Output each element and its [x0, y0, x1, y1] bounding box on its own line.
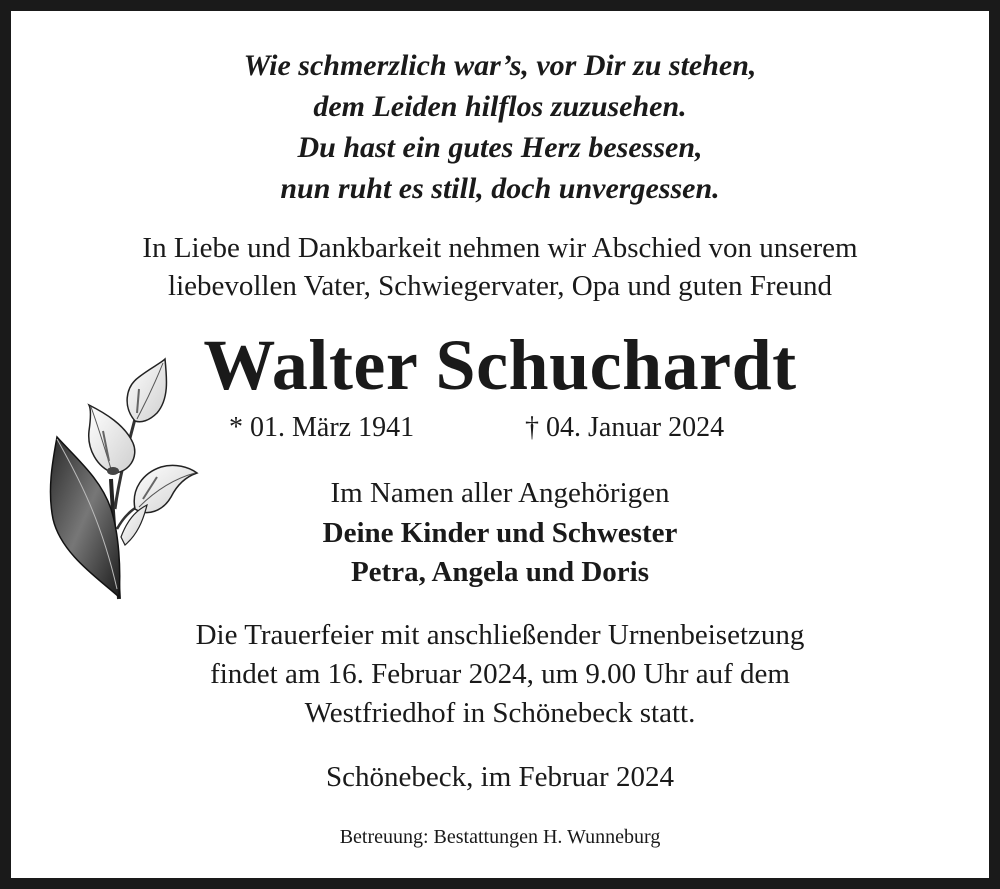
funeral-service-credit: Betreuung: Bestattungen H. Wunneburg	[339, 826, 661, 848]
funeral-line-1: Die Trauerfeier mit anschließender Urnenbeisetzung	[195, 619, 805, 651]
family-line-3: Petra, Angela und Doris	[350, 556, 650, 588]
place-date: Schönebeck, im Februar 2024	[326, 761, 674, 793]
poem-line-2: dem Leiden hilflos zuzusehen.	[313, 90, 687, 123]
poem-line-4: nun ruht es still, doch unvergessen.	[280, 172, 720, 205]
intro-line-1: In Liebe und Dankbarkeit nehmen wir Abschied von unserem	[142, 232, 858, 264]
birth-date: * 01. März 1941	[229, 412, 415, 443]
death-date: † 04. Januar 2024	[525, 412, 725, 443]
poem-line-1: Wie schmerzlich war’s, vor Dir zu stehen,	[243, 49, 757, 82]
calla-lily-icon	[39, 349, 209, 601]
family-line-1: Im Namen aller Angehörigen	[330, 477, 670, 509]
family-line-2: Deine Kinder und Schwester	[322, 517, 678, 549]
intro-line-2: liebevollen Vater, Schwiegervater, Opa und guten Freund	[168, 270, 832, 302]
funeral-line-2: findet am 16. Februar 2024, um 9.00 Uhr auf dem	[210, 658, 790, 690]
funeral-line-3: Westfriedhof in Schönebeck statt.	[304, 697, 696, 729]
poem-line-3: Du hast ein gutes Herz besessen,	[297, 131, 703, 164]
deceased-name: Walter Schuchardt	[203, 325, 797, 405]
